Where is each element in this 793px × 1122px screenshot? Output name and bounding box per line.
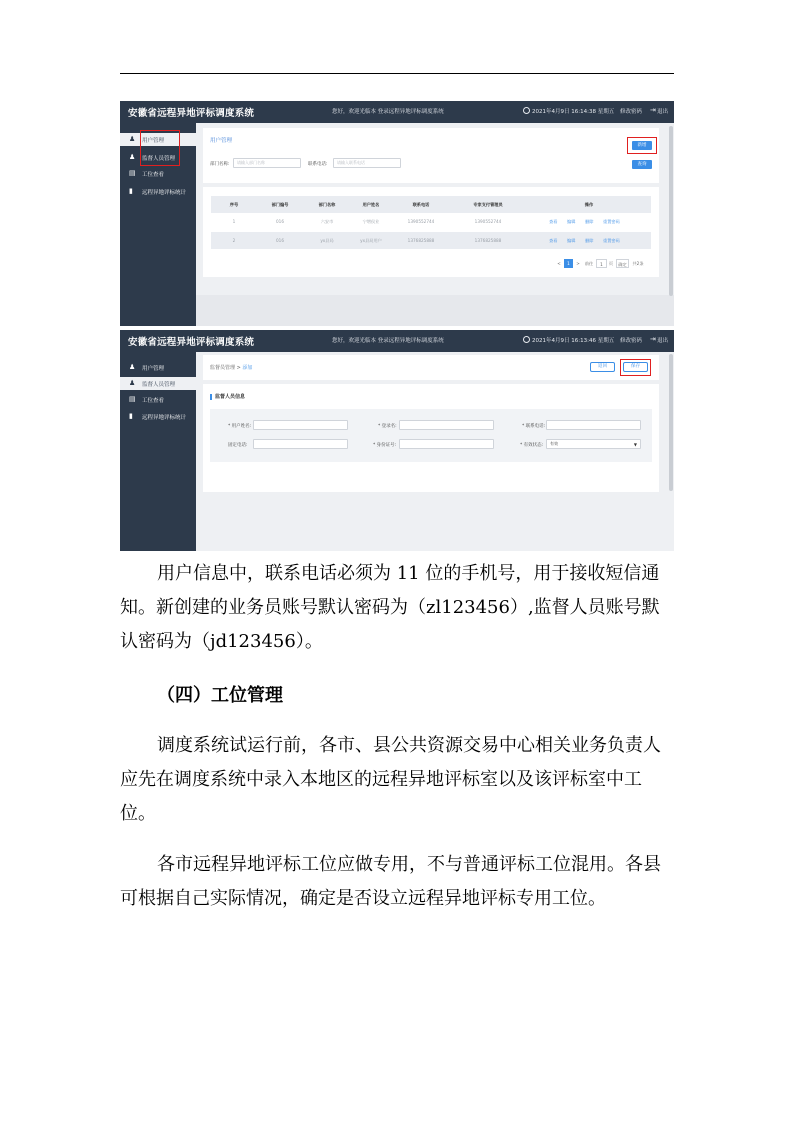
sidebar-item-user-management[interactable] [120, 361, 196, 374]
paragraph-workstation-setup [120, 729, 680, 831]
phone-label: * 联系电话: [522, 424, 546, 429]
sidebar-item-label: 远程异地评标统计 [142, 190, 187, 196]
sidebar-item-label: 远程异地评标统计 [142, 415, 187, 421]
search-panel [203, 128, 659, 183]
clock-icon [523, 107, 530, 114]
add-button[interactable]: 新增 [632, 141, 652, 150]
id-number-label: * 身份证号: [373, 443, 397, 448]
sidebar [120, 123, 196, 326]
sidebar-item-statistics[interactable] [120, 185, 196, 198]
cell-admin: 1376825888 [474, 238, 502, 243]
landline-label: 固定电话: [228, 443, 248, 448]
paragraph-default-passwords [120, 557, 680, 659]
welcome-text: 您好，欢迎光临本 登录远程异地评标调度系统 [332, 338, 444, 344]
datetime-text: 2021年4月9日 16:14:38 星期五 [532, 109, 615, 115]
user-icon: ♟ [129, 135, 136, 143]
search-button[interactable]: 查询 [632, 160, 652, 169]
dept-label: 部门名称: [210, 162, 230, 167]
panel-title: 用户管理 [210, 138, 233, 144]
status-label: * 有效状态: [520, 443, 544, 448]
reset-password-link[interactable]: 重置密码 [603, 238, 620, 243]
clock-icon [523, 336, 530, 343]
login-name-label: * 登录名: [378, 424, 397, 429]
logout-icon[interactable]: ⇥ [650, 335, 656, 343]
table-header [211, 196, 651, 213]
cell-phone: 1376825888 [407, 238, 435, 243]
breadcrumb-parent[interactable]: 监督员管理 [210, 365, 236, 371]
text-line: 调度系统试运行前，各市、县公共资源交易中心相关业务负责人 [157, 735, 661, 756]
text-line: 用户信息中，联系电话必须为 11 位的手机号，用于接收短信通 [157, 563, 660, 584]
edit-link[interactable]: 编辑 [567, 238, 576, 243]
next-page-button[interactable]: > [576, 261, 580, 266]
welcome-text: 您好，欢迎光临本 登录远程异地评标调度系统 [332, 109, 444, 115]
user-table-panel [203, 187, 659, 277]
page-number-current[interactable]: 1 [564, 259, 573, 268]
logout-link[interactable]: 退出 [657, 109, 669, 115]
sidebar-item-label: 工位查看 [142, 172, 165, 178]
reset-password-link[interactable]: 重置密码 [603, 219, 620, 224]
page-unit: 页 [608, 261, 614, 266]
supervisor-icon: ♟ [129, 379, 136, 387]
system-title: 安徽省远程异地评标调度系统 [128, 108, 255, 119]
text-line: 各市远程异地评标工位应做专用，不与普通评标工位混用。各县 [157, 854, 661, 875]
goto-page-input[interactable]: 1 [596, 259, 607, 268]
system-title: 安徽省远程异地评标调度系统 [128, 337, 255, 348]
column-header: 用户姓名 [362, 202, 380, 207]
phone-input[interactable]: 请输入联系电话 [333, 158, 401, 168]
id-number-input[interactable] [399, 439, 494, 449]
sidebar-item-label: 监督人员管理 [142, 382, 176, 388]
prev-page-button[interactable]: < [557, 261, 561, 266]
workstation-icon: ▤ [129, 395, 136, 403]
breadcrumb [210, 364, 252, 371]
highlight-box-save [620, 359, 651, 376]
phone-input[interactable] [546, 420, 641, 430]
highlight-box-add [627, 137, 657, 154]
column-header: 操作 [584, 202, 594, 207]
save-button[interactable]: 保存 [623, 362, 648, 372]
top-bar [120, 330, 674, 352]
supervisor-form-panel [203, 384, 659, 492]
change-password-link[interactable]: 修改密码 [620, 109, 643, 115]
cell-phone: 1390552744 [407, 219, 435, 224]
column-header: 部门名称 [318, 202, 336, 207]
cell-dept-code: 016 [276, 238, 284, 243]
login-name-input[interactable] [399, 420, 494, 430]
sidebar-item-workstation[interactable] [120, 393, 196, 406]
cell-user-name: yx县局用户 [360, 238, 382, 243]
sidebar-item-supervisor-management[interactable] [120, 377, 196, 390]
breadcrumb-current: 添加 [242, 365, 253, 371]
user-name-label: * 用户姓名: [228, 424, 252, 429]
breadcrumb-panel [203, 355, 659, 380]
top-bar [120, 101, 674, 123]
cell-no: 2 [232, 238, 236, 243]
sidebar [120, 352, 196, 551]
page-top-rule [120, 73, 674, 74]
column-header: 序号 [229, 202, 239, 207]
sidebar-item-statistics[interactable] [120, 410, 196, 423]
logout-link[interactable]: 退出 [657, 338, 669, 344]
status-select[interactable] [546, 439, 641, 449]
chart-bar-icon: ▮ [129, 187, 133, 195]
datetime-text: 2021年4月9日 16:13:46 星期五 [532, 338, 615, 344]
sidebar-item-label: 用户管理 [142, 366, 165, 372]
paragraph-dedicated-workstations [120, 848, 680, 916]
phone-label: 联系电话: [308, 162, 328, 167]
text-line: 认密码为（jd123456）。 [120, 631, 323, 652]
highlight-box-sidebar [140, 130, 180, 166]
sidebar-item-label: 工位查看 [142, 398, 165, 404]
section-heading: （四）工位管理 [157, 685, 283, 706]
text-line: 可根据自己实际情况，确定是否设立远程异地评标专用工位。 [120, 888, 606, 909]
column-header: 专家支付管理员 [473, 202, 503, 207]
text-line: 应先在调度系统中录入本地区的远程异地评标室以及该评标室中工 [120, 769, 642, 790]
logout-icon[interactable]: ⇥ [650, 106, 656, 114]
cell-dept-name: 六安市 [320, 219, 334, 224]
total-count: 共2条 [632, 261, 644, 266]
vertical-scrollbar[interactable] [669, 126, 673, 296]
column-header: 部门编号 [271, 202, 289, 207]
text-line: 位。 [120, 803, 156, 824]
cell-user-name: 宁增侯业 [362, 219, 380, 224]
supervisor-icon: ♟ [129, 153, 136, 161]
column-header: 联系电话 [412, 202, 430, 207]
section-title: 监督人员信息 [210, 394, 245, 400]
edit-link[interactable]: 编辑 [567, 219, 576, 224]
user-icon: ♟ [129, 363, 136, 371]
cell-admin: 1390552744 [474, 219, 502, 224]
sidebar-item-label: 用户管理 [142, 138, 165, 144]
sidebar-item-label: 监督人员管理 [142, 156, 176, 162]
dept-name-input[interactable]: 请输入部门名称 [233, 158, 301, 168]
content-bottom-area [196, 295, 674, 326]
back-button[interactable]: 返回 [590, 362, 615, 372]
breadcrumb-separator: > [235, 365, 243, 371]
screenshot-user-management [120, 101, 674, 326]
table-row [211, 213, 651, 230]
vertical-scrollbar[interactable] [669, 354, 673, 491]
cell-no: 1 [232, 219, 236, 224]
cell-dept-code: 016 [276, 219, 284, 224]
chart-bar-icon: ▮ [129, 412, 133, 420]
goto-label: 前往 [584, 261, 594, 266]
workstation-icon: ▤ [129, 169, 136, 177]
delete-link[interactable]: 删除 [585, 238, 594, 243]
table-row [211, 232, 651, 249]
supervisor-form [210, 409, 652, 462]
confirm-page-button[interactable]: 确定 [616, 259, 629, 268]
text-line: 知。新创建的业务员账号默认密码为（zl123456）,监督人员账号默 [120, 597, 660, 618]
delete-link[interactable]: 删除 [585, 219, 594, 224]
change-password-link[interactable]: 修改密码 [620, 338, 643, 344]
landline-input[interactable] [253, 439, 348, 449]
chevron-down-icon: ▼ [633, 442, 637, 447]
user-name-input[interactable] [253, 420, 348, 430]
screenshot-add-supervisor [120, 330, 674, 551]
view-link[interactable]: 查看 [549, 219, 558, 224]
sidebar-item-workstation[interactable] [120, 167, 196, 180]
status-select-value: 有效 [550, 441, 558, 446]
view-link[interactable]: 查看 [549, 238, 558, 243]
cell-dept-name: yx县局 [320, 238, 334, 243]
